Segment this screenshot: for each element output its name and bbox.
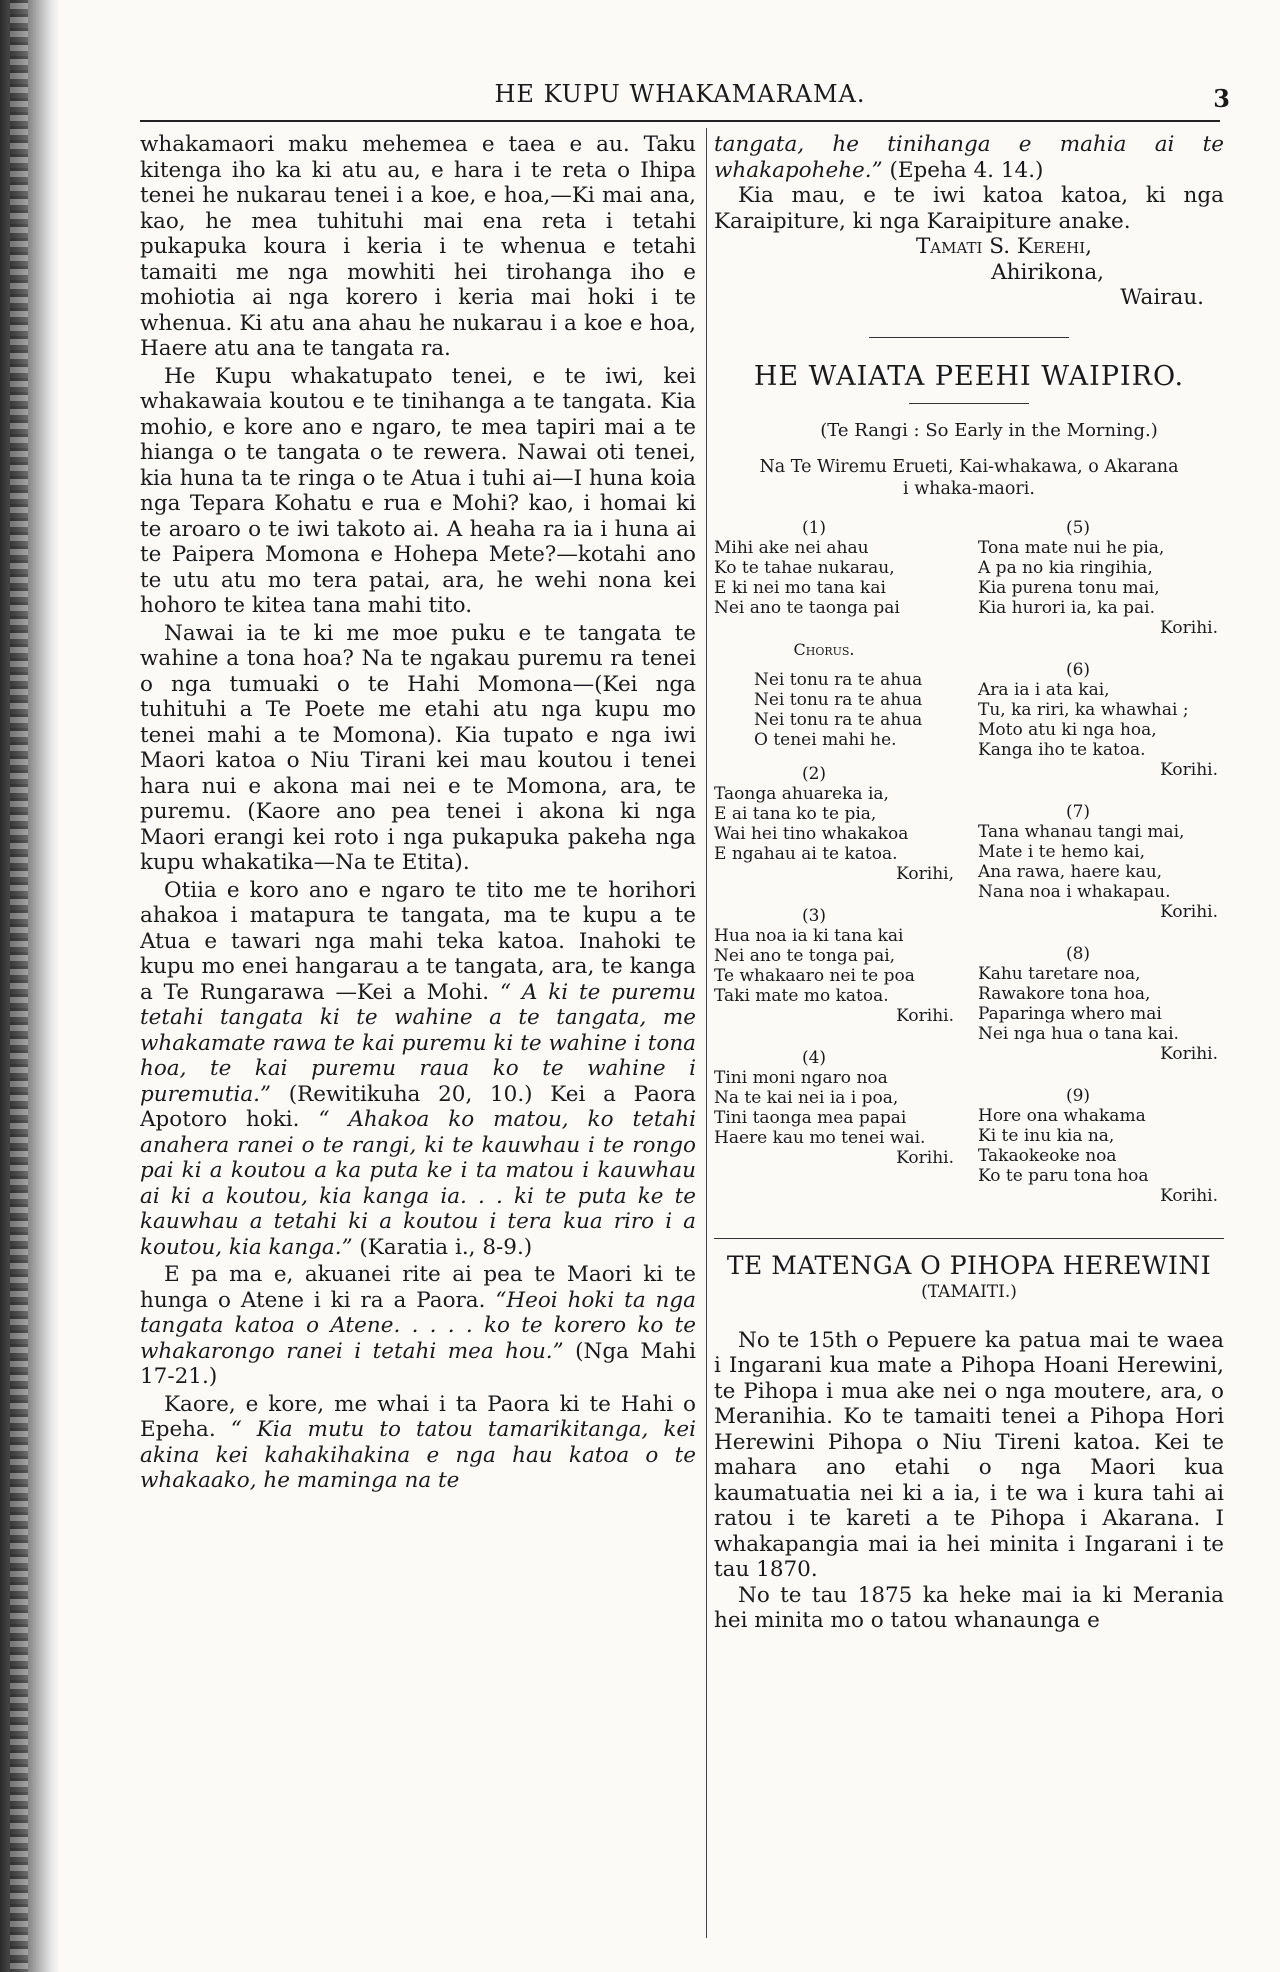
verse-line: Ko te paru tona hoa <box>978 1165 1149 1186</box>
verse-line: Kanga iho te katoa. <box>978 739 1146 760</box>
verse-line: Mihi ake nei ahau <box>714 537 869 558</box>
left-column <box>140 132 696 1952</box>
scripture-reference: (Epeha 4. 14.) <box>889 157 1044 183</box>
section-title: TE MATENGA O PIHOPA HEREWINI <box>726 1250 1212 1280</box>
verse-line: Nei ano te tonga pai, <box>714 945 896 966</box>
page-title: HE KUPU WHAKAMARAMA. <box>494 80 866 108</box>
verse-number: (1) <box>801 517 827 538</box>
section-rule <box>869 337 1069 338</box>
verse <box>978 802 1224 922</box>
quotation: tangata, he tinihanga e mahia ai te whakapohehe.” <box>714 132 1224 183</box>
refrain-label: Korihi. <box>1160 1185 1218 1206</box>
song-verses <box>714 518 1224 1218</box>
paragraph: Nawai ia te ki me moe puku e te tangata te wahine a tona hoa? Na te ngakau puremu ra tenei o nga tumuaki o te Hahi Momona—(Kei nga tuhituhi a Te Poete me etahi atu nga kupu mo tenei mahi a te Momona). Kia tupato e nga iwi Maori katoa o Niu Tirani kei mau koutou i tenei hara nui e akona mai nei e te Momona, ara, te puremu. (Kaore ano pea tenei i akona ki nga Maori erangi kei roto i nga pukapuka pakeha nga kupu whakatika—Na te Etita). <box>140 620 696 875</box>
verse-line: Haere kau mo tenei wai. <box>714 1127 926 1148</box>
verse-column-left <box>714 518 964 1190</box>
paragraph: whakamaori maku mehemea e taea e au. Taku kitenga iho ka ki atu au, e hara i te reta o Ihipa tenei he nukarau tenei i a koe, e hoa,—Ki mai ana, kao, he mea tuhituhi mai ena reta i tetahi pukapuka koura i keria i te whenua e tetahi tamaiti me nga mowhiti hei tirohanga iho e mohiotia ai nga korero i keria mai hoki i te whenua. Ki atu ana ahau he nukarau i a koe e hoa, Haere atu ana te tangata ra. <box>140 132 696 361</box>
verse <box>714 906 964 1026</box>
paragraph <box>140 1262 696 1390</box>
running-head <box>140 80 1230 120</box>
refrain-label: Korihi. <box>1160 759 1218 780</box>
chorus <box>714 670 964 750</box>
scripture-reference: (Karatia i., 8-9.) <box>359 1234 533 1260</box>
verse-line: Moto atu ki nga hoa, <box>978 719 1157 740</box>
verse-number: (3) <box>801 905 827 926</box>
verse-line: Ko te tahae nukarau, <box>714 557 895 578</box>
verse-line: Tana whanau tangi mai, <box>978 821 1185 842</box>
verse-number: (7) <box>1065 801 1091 822</box>
verse-line: Ana rawa, haere kau, <box>978 861 1163 882</box>
verse-line: Takaokeoke noa <box>978 1145 1117 1166</box>
verse-line: E ngahau ai te katoa. <box>714 843 898 864</box>
quotation: “Heoi hoki ta nga tangata katoa o Atene. . . . . ko te korero ko te whakarongo ranei i tetahi mea hou.” <box>140 1287 696 1364</box>
book-spine-shadow <box>0 0 60 1972</box>
paragraph-text: Otiia e koro ano e ngaro te tito me te horihori ahakoa i matapura te tangata, ma te kupu a te Atua e tawari nga mahi teka katoa. Inahoki te kupu mo enei hangarau a te tangata, ara, te kanga a Te Rungarawa —Kei a Mohi. <box>140 877 696 1005</box>
page-number: 3 <box>1213 84 1230 113</box>
verse-line: Tu, ka riri, ka whawhai ; <box>978 699 1189 720</box>
verse-line: Tona mate nui he pia, <box>978 537 1165 558</box>
verse <box>978 1086 1224 1206</box>
paragraph-text: Kaore, e kore, me whai i ta Paora ki te Hahi o Epeha. <box>140 1391 696 1442</box>
chorus-line: O tenei mahi he. <box>754 729 897 750</box>
paragraph <box>140 878 696 1261</box>
song-air: (Te Rangi : So Early in the Morning.) <box>820 420 1158 441</box>
verse-line: Te whakaaro nei te poa <box>714 965 915 986</box>
verse-line: Hore ona whakama <box>978 1105 1146 1126</box>
quotation: “ Ahakoa ko matou, ko tetahi anahera ranei o te rangi, ki te kauwhau i te rongo pai ki a koutou a ka puta ke i ta matou i kauwhau ai ki a koutou, kia kanga ia. . . ki te puta ke te kauwhau a tetahi ki a koutou i tera kua riro i a koutou, kia kanga.” <box>140 1107 696 1260</box>
verse-line: Hua noa ia ki tana kai <box>714 925 904 946</box>
verse-number: (6) <box>1065 659 1091 680</box>
paragraph: Kia mau, e te iwi katoa katoa, ki nga Karaipiture, ki nga Karaipiture anake. <box>714 183 1224 234</box>
verse <box>978 944 1224 1064</box>
verse <box>978 518 1224 638</box>
credit-line: Na Te Wiremu Erueti, Kai-whakawa, o Akarana <box>759 456 1179 477</box>
refrain-label: Korihi. <box>1160 1043 1218 1064</box>
paragraph <box>714 132 1224 183</box>
verse-line: Nei ano te taonga pai <box>714 597 900 618</box>
signature-place: Wairau. <box>1120 285 1204 310</box>
header-rule <box>140 120 1220 122</box>
verse <box>978 660 1224 780</box>
paragraph <box>140 1392 696 1494</box>
signature-place: Ahirikona, <box>991 259 1104 285</box>
verse-line: Taki mate mo katoa. <box>714 985 889 1006</box>
verse-line: Wai hei tino whakakoa <box>714 823 909 844</box>
chorus-line: Nei tonu ra te ahua <box>754 709 923 730</box>
section-subtitle: (TAMAITI.) <box>921 1282 1017 1302</box>
verse-line: Ki te inu kia na, <box>978 1125 1115 1146</box>
paragraph: No te 15th o Pepuere ka patua mai te waea i Ingarani kua mate a Pihopa Hoani Herewini, te Pihopa i mua ake nei o nga moutere, ara, o Meranihia. Ko te tamaiti tenei a Pihopa Hori Herewini Pihopa o Niu Tireni katoa. Kei te mahara ano etahi o nga Maori kua kaumatuatia nei ki a ia, i te wa i kura tahi ai ratou i te kareti a te Pihopa i Akarana. I whakapangia mai ia hei minita i Ingarani i te tau 1870. <box>714 1327 1224 1582</box>
verse-number: (4) <box>801 1047 827 1068</box>
verse <box>714 518 964 618</box>
chorus-line: Nei tonu ra te ahua <box>754 689 923 710</box>
verse-line: Rawakore tona hoa, <box>978 983 1151 1004</box>
title-rule <box>909 403 1029 404</box>
scripture-reference: (Rewitikuha 20, 10.) <box>288 1081 533 1107</box>
section-rule <box>714 1238 1224 1239</box>
verse-line: Nei nga hua o tana kai. <box>978 1023 1179 1044</box>
verse-line: Mate i te hemo kai, <box>978 841 1146 862</box>
verse <box>714 764 964 884</box>
verse-line: Ara ia i ata kai, <box>978 679 1110 700</box>
verse-line: Kia purena tonu mai, <box>978 577 1160 598</box>
refrain-label: Korihi, <box>896 863 954 884</box>
refrain-label: Korihi. <box>896 1147 954 1168</box>
right-column <box>714 132 1224 1952</box>
column-divider <box>706 128 707 1938</box>
verse-line: Tini taonga mea papai <box>714 1107 907 1128</box>
paragraph-text: E pa ma e, akuanei rite ai pea te Maori ki te hunga o Atene i ki ra a Paora. <box>140 1262 696 1313</box>
verse-column-right <box>978 518 1224 1228</box>
verse <box>714 1048 964 1168</box>
paragraph: He Kupu whakatupato tenei, e te iwi, kei whakawaia koutou e te tinihanga a te tangata. Kia mohio, e kore ano e ngaro, te mea tapiri mai a te hianga o te tangata o te rewera. Nawai oti tenei, kia huna ta te ringa o te Atua i tuhi ai—I huna koia nga Tepara Kohatu e rua e Mohi? kao, i homai ki te aroaro o te iwi takoto ai. A heaha ra ia i huna ai te Paipera Momona e Hohepa Mete?—kotahi ano te utu atu mo tera patai, ara, he wehi nona kei hohoro te kitea tana mahi tito. <box>140 363 696 618</box>
verse-line: Paparinga whero mai <box>978 1003 1162 1024</box>
verse-line: E ai tana ko te pia, <box>714 803 877 824</box>
credit-line: i whaka-maori. <box>903 478 1035 499</box>
paragraph-text: Kei a Paora Apotoro hoki. <box>140 1081 696 1132</box>
scripture-reference: (Nga Mahi 17-21.) <box>140 1338 696 1389</box>
verse-number: (9) <box>1065 1085 1091 1106</box>
quotation: “ A ki te puremu tetahi tangata ki te wahine a te tangata, me whakamate rawa te kai puremu ki te wahine i tona hoa, te kai puremu raua ko te wahine i puremutia.” <box>140 979 696 1107</box>
verse-number: (8) <box>1065 943 1091 964</box>
verse-line: Taonga ahuareka ia, <box>714 783 889 804</box>
section-body <box>714 1328 1224 1634</box>
quotation: “ Kia mutu to tatou tamarikitanga, kei akina kei kahakihakina e nga hau katoa o te whakaako, he maminga na te <box>140 1417 696 1493</box>
verse-line: Kahu taretare noa, <box>978 963 1141 984</box>
signature-name: Tamati S. Kerehi, <box>915 234 1093 259</box>
refrain-label: Korihi. <box>1160 901 1218 922</box>
refrain-label: Korihi. <box>1160 617 1218 638</box>
song-credit <box>714 456 1224 500</box>
verse-number: (2) <box>801 763 827 784</box>
paragraph: No te tau 1875 ka heke mai ia ki Merania hei minita mo o tatou whanaunga e <box>714 1582 1224 1633</box>
verse-line: Tini moni ngaro noa <box>714 1067 888 1088</box>
refrain-label: Korihi. <box>896 1005 954 1026</box>
verse-line: Na te kai nei ia i poa, <box>714 1087 899 1108</box>
verse-line: A pa no kia ringihia, <box>978 557 1153 578</box>
verse-line: Nana noa i whakapau. <box>978 881 1171 902</box>
verse-line: Kia hurori ia, ka pai. <box>978 597 1155 618</box>
verse-line: E ki nei mo tana kai <box>714 577 886 598</box>
chorus-label: Chorus. <box>793 639 855 659</box>
song-title: HE WAIATA PEEHI WAIPIRO. <box>753 360 1185 392</box>
chorus-line: Nei tonu ra te ahua <box>754 669 923 690</box>
verse-number: (5) <box>1065 517 1091 538</box>
